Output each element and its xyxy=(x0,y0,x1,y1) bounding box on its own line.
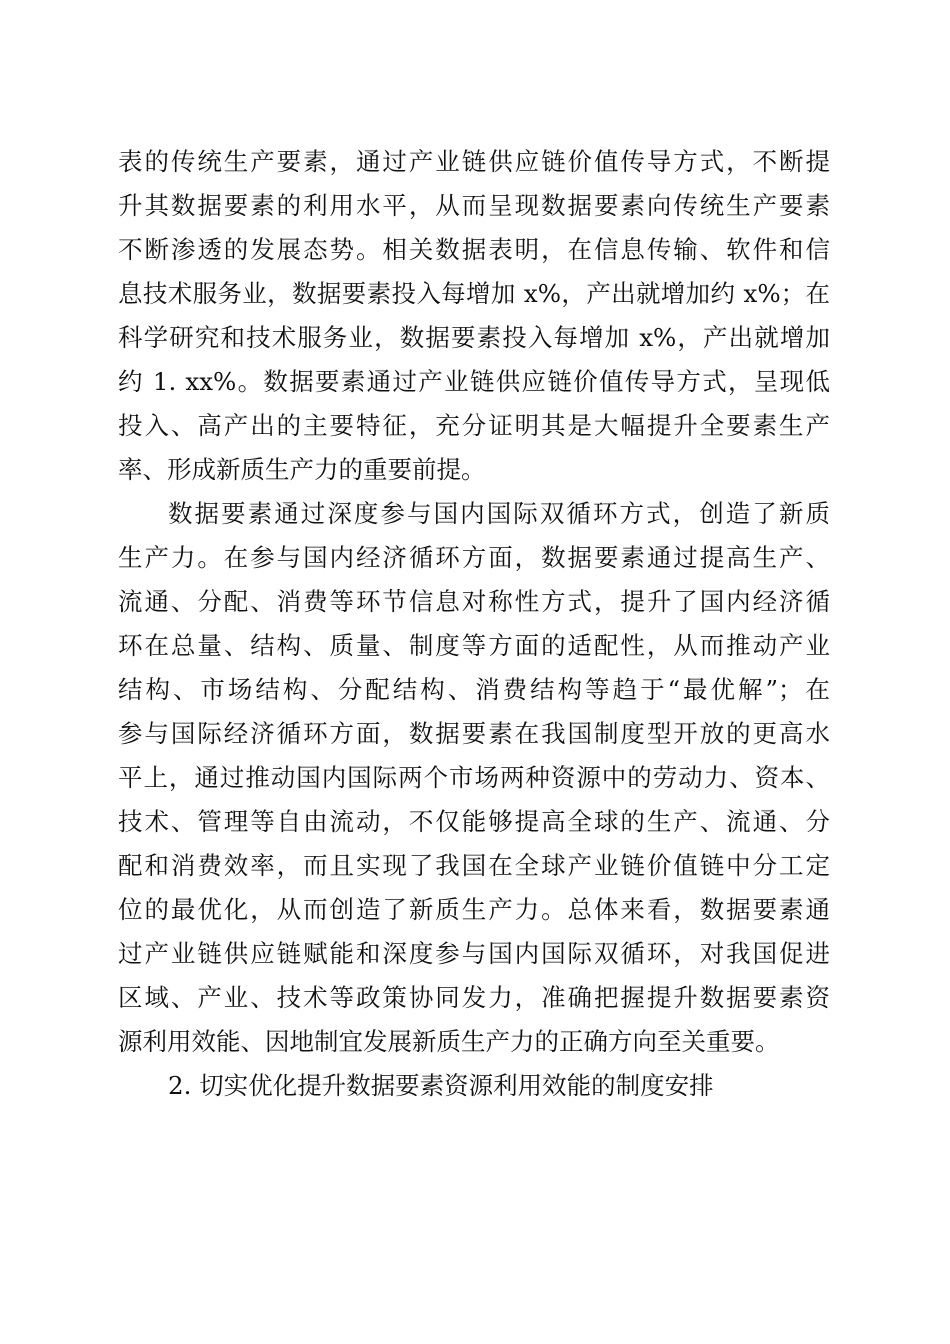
paragraph-dual-circulation xyxy=(118,492,830,1064)
paragraph-line: 参与国际经济循环方面，数据要素在我国制度型开放的更高水 xyxy=(118,719,830,748)
paragraph-line: 不断渗透的发展态势。相关数据表明，在信息传输、软件和信 xyxy=(118,235,830,264)
paragraph-line: 投入、高产出的主要特征，充分证明其是大幅提升全要素生产 xyxy=(118,411,830,440)
paragraph-line: 配和消费效率，而且实现了我国在全球产业链价值链中分工定 xyxy=(118,851,830,880)
paragraph-line: 流通、分配、消费等环节信息对称性方式，提升了国内经济循 xyxy=(118,587,830,616)
paragraph-line: 结构、市场结构、分配结构、消费结构等趋于“最优解”；在 xyxy=(118,675,830,704)
paragraph-line: 位的最优化，从而创造了新质生产力。总体来看，数据要素通 xyxy=(118,895,830,924)
paragraph-line: 科学研究和技术服务业，数据要素投入每增加 x%，产出就增加 xyxy=(118,323,830,352)
paragraph-line: 生产力。在参与国内经济循环方面，数据要素通过提高生产、 xyxy=(118,543,830,572)
paragraph-line: 源利用效能、因地制宜发展新质生产力的正确方向至关重要。 xyxy=(118,1027,780,1056)
section-heading: 2. 切实优化提升数据要素资源利用效能的制度安排 xyxy=(168,1071,714,1100)
paragraph-line: 表的传统生产要素，通过产业链供应链价值传导方式，不断提 xyxy=(118,147,830,176)
paragraph-line: 过产业链供应链赋能和深度参与国内国际双循环，对我国促进 xyxy=(118,939,830,968)
paragraph-line: 平上，通过推动国内国际两个市场两种资源中的劳动力、资本、 xyxy=(118,763,830,792)
paragraph-line: 技术、管理等自由流动，不仅能够提高全球的生产、流通、分 xyxy=(118,807,830,836)
document-body xyxy=(118,140,830,1108)
paragraph-line: 率、形成新质生产力的重要前提。 xyxy=(118,455,486,484)
paragraph-line: 环在总量、结构、质量、制度等方面的适配性，从而推动产业 xyxy=(118,631,830,660)
paragraph-line: 区域、产业、技术等政策协同发力，准确把握提升数据要素资 xyxy=(118,983,830,1012)
paragraph-line: 息技术服务业，数据要素投入每增加 x%，产出就增加约 x%；在 xyxy=(118,279,830,308)
paragraph-data-element-penetration xyxy=(118,140,830,492)
paragraph-line: 升其数据要素的利用水平，从而呈现数据要素向传统生产要素 xyxy=(118,191,830,220)
paragraph-line: 约 1. xx%。数据要素通过产业链供应链价值传导方式，呈现低 xyxy=(118,367,830,396)
paragraph-line: 数据要素通过深度参与国内国际双循环方式，创造了新质 xyxy=(168,499,830,528)
